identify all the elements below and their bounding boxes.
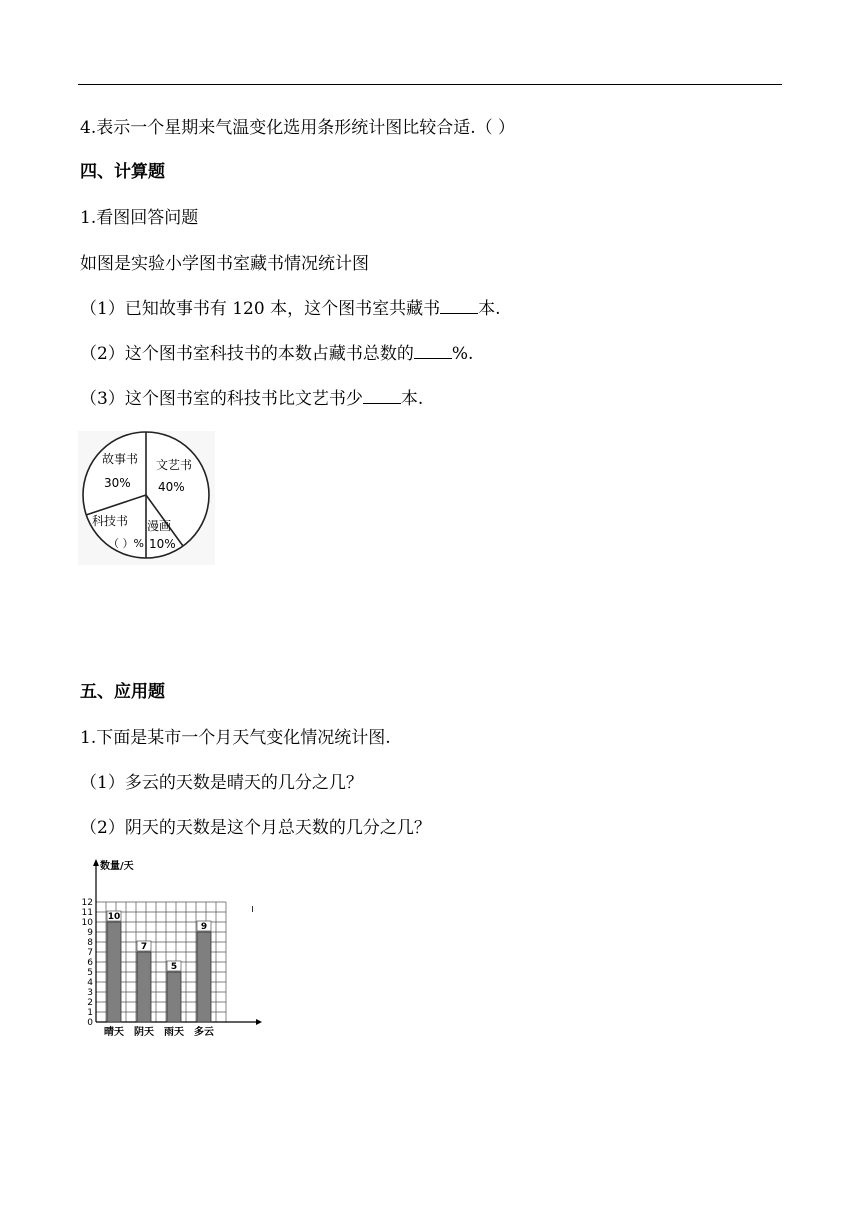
pie-slice-label: 科技书 xyxy=(92,514,129,528)
answer-blank[interactable] xyxy=(363,387,401,404)
y-tick-label: 0 xyxy=(87,1018,93,1028)
bar-chart xyxy=(78,858,268,1038)
pie-chart xyxy=(78,431,215,565)
pie-slice-label: 故事书 xyxy=(102,452,139,466)
y-tick-label: 4 xyxy=(87,978,93,988)
question-text: 表示一个星期来气温变化选用条形统计图比较合适. xyxy=(96,118,476,138)
y-tick-label: 8 xyxy=(87,938,93,948)
y-tick-label: 9 xyxy=(87,928,93,938)
x-tick-label: 晴天 xyxy=(104,1027,124,1038)
y-tick-label: 11 xyxy=(81,908,93,918)
header-rule xyxy=(78,84,782,85)
x-tick-label: 阴天 xyxy=(134,1027,154,1038)
question-title: 1.下面是某市一个月天气变化情况统计图. xyxy=(80,728,391,748)
sub-question-2: （2）阴天的天数是这个月总天数的几分之几？ xyxy=(80,818,431,838)
sub-question-text: （1）已知故事书有 120 本，这个图书室共藏书 xyxy=(80,299,441,319)
y-axis-arrow xyxy=(93,859,99,866)
sub-question-suffix: 本. xyxy=(478,299,501,319)
y-tick-label: 6 xyxy=(87,958,93,968)
question-intro: 如图是实验小学图书室藏书情况统计图 xyxy=(80,254,369,274)
answer-blank[interactable] xyxy=(414,342,452,359)
x-tick-label: 雨天 xyxy=(164,1027,184,1038)
data-label: 7 xyxy=(140,942,148,952)
sub-question-text: （3）这个图书室的科技书比文艺书少 xyxy=(80,389,363,409)
x-axis-arrow xyxy=(256,1019,262,1025)
bar xyxy=(137,952,151,1022)
y-tick-label: 12 xyxy=(81,898,93,908)
y-tick-label: 1 xyxy=(87,1008,93,1018)
section-title-application: 五、应用题 xyxy=(80,682,165,702)
data-label: 5 xyxy=(170,962,178,972)
sub-question-suffix: 本. xyxy=(400,389,424,409)
y-tick-label: 2 xyxy=(87,998,93,1008)
pie-slice-value: 40% xyxy=(158,480,185,494)
pie-slice-value: 10% xyxy=(149,537,176,551)
data-label: 9 xyxy=(200,922,208,932)
bar xyxy=(107,922,121,1022)
bar-chart-svg xyxy=(78,858,268,1038)
pie-chart-svg xyxy=(78,431,215,565)
sub-question-text: （2）这个图书室科技书的本数占藏书总数的 xyxy=(80,344,414,364)
y-tick-label: 7 xyxy=(87,948,93,958)
answer-bracket[interactable]: （ ） xyxy=(475,118,516,138)
question-4 xyxy=(80,116,515,140)
y-tick-label: 5 xyxy=(87,968,93,978)
bar xyxy=(197,932,211,1022)
data-label: 10 xyxy=(107,912,121,922)
y-axis-label: 数量/天 xyxy=(100,861,134,872)
pie-slice-label: 文艺书 xyxy=(156,458,193,472)
x-tick-label: 多云 xyxy=(194,1027,214,1038)
sub-question-suffix: %. xyxy=(451,344,474,364)
answer-blank[interactable] xyxy=(440,297,478,314)
stray-mark xyxy=(252,906,253,912)
sub-question-1: （1）多云的天数是晴天的几分之几？ xyxy=(80,773,363,793)
bar xyxy=(167,972,181,1022)
question-title: 1.看图回答问题 xyxy=(80,208,199,228)
pie-slice-label: 漫画 xyxy=(147,519,172,533)
question-number: 4. xyxy=(80,118,97,138)
section-title-calculation: 四、计算题 xyxy=(80,162,165,182)
sub-question-2 xyxy=(80,342,473,366)
pie-slice-value: （ ）% xyxy=(108,537,144,550)
y-tick-label: 10 xyxy=(81,918,93,928)
pie-slice-value: 30% xyxy=(104,476,131,490)
y-tick-label: 3 xyxy=(87,988,93,998)
sub-question-1 xyxy=(80,297,500,321)
sub-question-3 xyxy=(80,387,423,411)
